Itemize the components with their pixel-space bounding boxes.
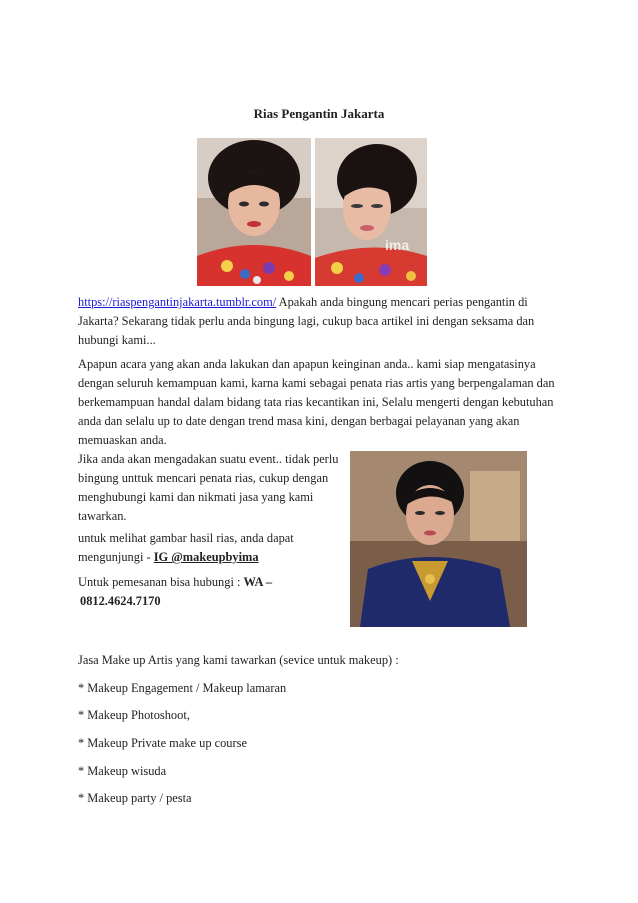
service-item-party: * Makeup party / pesta: [78, 791, 192, 805]
intro-text: Apakah anda bingung mencari perias pengantin di Jakarta? Sekarang tidak perlu anda bingung lagi, cukup baca artikel ini dengan seksama dan hubungi kami...: [78, 295, 535, 347]
bride-right-image: [315, 138, 427, 286]
makeup-model-photo: [350, 451, 527, 627]
whatsapp-label: WA –: [243, 575, 273, 589]
service-item-private-course: * Makeup Private make up course: [78, 736, 247, 750]
whatsapp-paragraph: [78, 573, 343, 611]
makeup-model-image: [350, 451, 527, 627]
document-title: Rias Pengantin Jakarta: [253, 106, 385, 121]
watermark-text: ima: [385, 237, 410, 253]
services-paragraph: Apapun acara yang akan anda lakukan dan apapun keinginan anda.. kami siap mengatasinya dengan seluruh kemampuan kami, karna kami sebagai penata rias artis yang berpengalaman dan berkemampuan handal dalam bidang tata rias kecantikan ini, Selalu mengerti dengan kebutuhan anda dan selalu up to date dengan trend masa kini, dengan berbagai pelayanan yang akan memuaskan anda.: [78, 357, 555, 447]
event-paragraph: Jika anda akan mengadakan suatu event.. tidak perlu bingung unttuk mencari penata rias, cukup dengan menghubungi kami dan nikmati jasa yang kami tawarkan.: [78, 452, 339, 523]
services-intro: Jasa Make up Artis yang kami tawarkan (sevice untuk makeup) :: [78, 653, 399, 667]
service-item-photoshoot: * Makeup Photoshoot,: [78, 708, 190, 722]
service-item-engagement: * Makeup Engagement / Makeup lamaran: [78, 681, 287, 695]
bride-photo-right: [315, 138, 427, 286]
bride-left-image: [197, 138, 311, 286]
intro-paragraph: [78, 293, 562, 350]
bride-photo-left: [197, 138, 311, 286]
instagram-handle[interactable]: IG @makeupbyima: [153, 550, 259, 564]
whatsapp-prefix: Untuk pemesanan bisa hubungi :: [78, 575, 244, 589]
instagram-paragraph: [78, 529, 343, 567]
whatsapp-number: 0812.4624.7170: [80, 594, 161, 608]
service-item-wisuda: * Makeup wisuda: [78, 764, 167, 778]
blog-link[interactable]: https://riaspengantinjakarta.tumblr.com/: [78, 295, 277, 309]
instagram-prefix: untuk melihat gambar hasil rias, anda dapat mengunjungi -: [78, 531, 294, 564]
